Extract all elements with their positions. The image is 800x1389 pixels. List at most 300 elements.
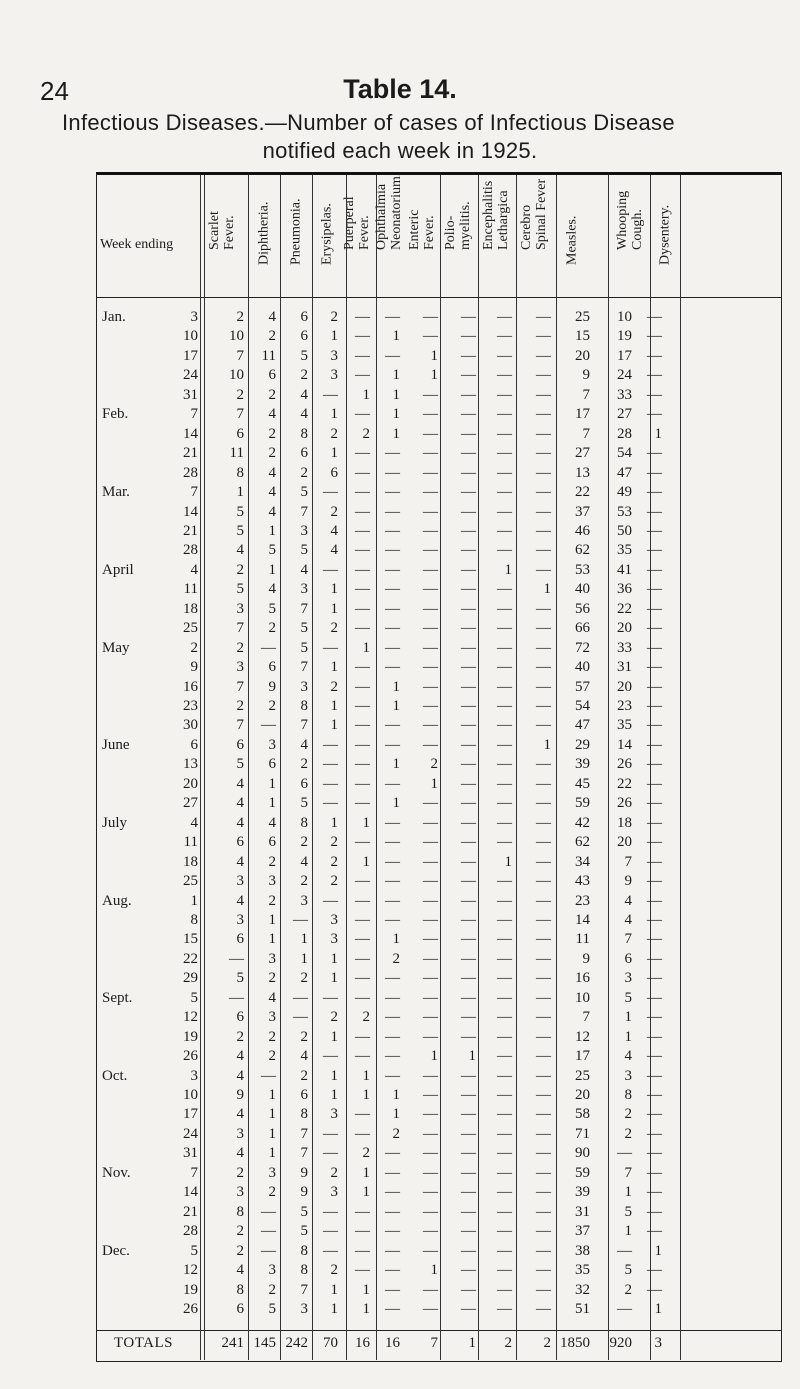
table-row xyxy=(96,542,782,562)
table-cell: 35 xyxy=(617,542,632,559)
week-month: June xyxy=(102,736,130,753)
table-cell: — xyxy=(647,309,662,325)
table-cell: 57 xyxy=(575,678,590,695)
table-cell: 22 xyxy=(575,484,590,501)
table-cell: — xyxy=(355,464,370,481)
table-cell: — xyxy=(385,989,400,1006)
table-cell: 9 xyxy=(268,678,276,695)
table-cell: 37 xyxy=(575,503,590,520)
table-cell: 1 xyxy=(624,1009,632,1026)
table-cell: 1 xyxy=(362,1164,370,1181)
week-day: 15 xyxy=(183,931,198,948)
table-cell: — xyxy=(355,931,370,948)
table-cell: — xyxy=(385,775,400,792)
table-cell: 1 xyxy=(504,561,512,578)
table-cell: 1 xyxy=(624,1028,632,1045)
table-cell: — xyxy=(423,970,438,987)
table-cell: 15 xyxy=(575,328,590,345)
table-cell: — xyxy=(355,989,370,1006)
table-cell: — xyxy=(497,834,512,851)
table-cell: 27 xyxy=(617,406,632,423)
table-cell: 2 xyxy=(624,1106,632,1123)
week-day: 10 xyxy=(183,328,198,345)
table-cell: 2 xyxy=(236,698,244,714)
table-cell: 3 xyxy=(236,911,244,928)
column-header xyxy=(206,180,238,280)
table-row xyxy=(96,1009,782,1029)
table-cell: — xyxy=(423,834,438,851)
table-cell: — xyxy=(536,367,551,384)
table-cell: 4 xyxy=(236,542,244,559)
table-cell: — xyxy=(536,659,551,676)
column-header-label: Erysipelas. xyxy=(319,203,335,265)
table-cell: 29 xyxy=(575,736,590,753)
table-cell: — xyxy=(385,542,400,559)
table-row xyxy=(96,1068,782,1088)
week-day: 28 xyxy=(183,542,198,559)
table-cell: 5 xyxy=(236,756,244,773)
table-cell: 20 xyxy=(617,678,632,695)
table-cell: — xyxy=(647,1048,662,1065)
table-cell: — xyxy=(385,814,400,831)
table-row xyxy=(96,1106,782,1126)
table-cell: 1 xyxy=(330,950,338,967)
table-cell: 4 xyxy=(236,1145,244,1162)
table-cell: — xyxy=(536,600,551,617)
table-cell: — xyxy=(536,1300,551,1317)
table-cell: 9 xyxy=(624,873,632,890)
table-cell: — xyxy=(461,756,476,773)
table-cell: 26 xyxy=(617,756,632,773)
week-day: 18 xyxy=(183,600,198,617)
table-cell: 2 xyxy=(268,892,276,909)
table-cell: 2 xyxy=(362,1145,370,1162)
table-cell: — xyxy=(461,581,476,598)
table-row xyxy=(96,367,782,387)
table-cell: 51 xyxy=(575,1300,590,1317)
table-cell: 3 xyxy=(268,950,276,967)
table-cell: 23 xyxy=(575,892,590,909)
table-cell: — xyxy=(355,736,370,753)
table-cell: 2 xyxy=(236,561,244,578)
table-cell: 2 xyxy=(268,445,276,462)
table-cell: 4 xyxy=(236,1048,244,1065)
table-cell: — xyxy=(497,892,512,909)
table-cell: 4 xyxy=(236,853,244,870)
table-cell: — xyxy=(423,522,438,539)
week-day: 1 xyxy=(190,892,198,909)
table-row xyxy=(96,659,782,679)
table-cell: — xyxy=(323,1048,338,1065)
table-cell: 1 xyxy=(504,853,512,870)
table-cell: 6 xyxy=(300,309,308,325)
table-cell: — xyxy=(355,795,370,812)
table-cell: 14 xyxy=(575,911,590,928)
table-cell: — xyxy=(293,989,308,1006)
table-cell: — xyxy=(461,367,476,384)
table-cell: — xyxy=(355,970,370,987)
table-cell: — xyxy=(497,814,512,831)
table-cell: 2 xyxy=(268,1028,276,1045)
table-cell: — xyxy=(461,1262,476,1279)
table-cell: 6 xyxy=(300,775,308,792)
table-cell: 1 xyxy=(392,425,400,442)
table-row xyxy=(96,426,782,446)
table-cell: — xyxy=(385,639,400,656)
table-cell: — xyxy=(461,620,476,637)
table-cell: — xyxy=(647,1262,662,1279)
table-cell: 1 xyxy=(330,600,338,617)
table-cell: — xyxy=(536,503,551,520)
table-cell: 1 xyxy=(268,1087,276,1103)
table-cell: — xyxy=(355,834,370,851)
table-cell: 1 xyxy=(268,775,276,792)
week-day: 11 xyxy=(183,834,198,851)
table-cell: 4 xyxy=(268,503,276,520)
table-cell: — xyxy=(423,678,438,695)
table-cell: 7 xyxy=(624,931,632,948)
table-cell: — xyxy=(647,834,662,851)
table-cell: 3 xyxy=(300,892,308,909)
table-cell: 53 xyxy=(617,503,632,520)
table-cell: — xyxy=(536,853,551,870)
table-cell: 7 xyxy=(300,717,308,734)
table-cell: — xyxy=(497,1087,512,1103)
table-row xyxy=(96,756,782,776)
table-cell: 4 xyxy=(300,561,308,578)
table-cell: 1 xyxy=(330,1067,338,1084)
table-cell: — xyxy=(536,1028,551,1045)
table-cell: 3 xyxy=(300,678,308,695)
table-cell: 22 xyxy=(617,600,632,617)
table-cell: — xyxy=(423,659,438,676)
table-row xyxy=(96,387,782,407)
table-cell: 5 xyxy=(300,620,308,637)
table-row xyxy=(96,406,782,426)
totals-cell: 3 xyxy=(654,1335,662,1351)
table-cell: 2 xyxy=(268,698,276,714)
table-cell: — xyxy=(536,1164,551,1181)
table-row xyxy=(96,893,782,913)
table-cell: — xyxy=(536,620,551,637)
table-cell: 1 xyxy=(268,931,276,948)
table-cell: — xyxy=(647,678,662,695)
table-cell: 3 xyxy=(300,581,308,598)
table-cell: 20 xyxy=(575,1087,590,1103)
table-cell: — xyxy=(355,698,370,714)
table-cell: 3 xyxy=(300,522,308,539)
table-cell: — xyxy=(461,1106,476,1123)
week-day: 5 xyxy=(190,1242,198,1259)
table-cell: — xyxy=(497,600,512,617)
table-cell: 2 xyxy=(330,1164,338,1181)
table-cell: — xyxy=(385,347,400,364)
table-row xyxy=(96,1048,782,1068)
table-cell: 26 xyxy=(617,795,632,812)
table-cell: — xyxy=(497,328,512,345)
table-cell: 1 xyxy=(362,1184,370,1201)
table-row xyxy=(96,601,782,621)
table-cell: — xyxy=(497,775,512,792)
table-cell: 2 xyxy=(268,1048,276,1065)
table-cell: 6 xyxy=(330,464,338,481)
week-day: 31 xyxy=(183,1145,198,1162)
table-cell: — xyxy=(385,1300,400,1317)
table-cell: 4 xyxy=(236,775,244,792)
table-cell: — xyxy=(497,659,512,676)
table-row xyxy=(96,970,782,990)
table-cell: 22 xyxy=(617,775,632,792)
table-cell: 35 xyxy=(575,1262,590,1279)
table-row xyxy=(96,1301,782,1321)
table-cell: 34 xyxy=(575,853,590,870)
table-cell: 1 xyxy=(543,581,551,598)
table-cell: 46 xyxy=(575,522,590,539)
table-cell: 31 xyxy=(617,659,632,676)
table-cell: — xyxy=(355,484,370,501)
table-cell: 1 xyxy=(430,775,438,792)
week-day: 11 xyxy=(183,581,198,598)
week-day: 17 xyxy=(183,347,198,364)
week-day: 29 xyxy=(183,970,198,987)
table-cell: 23 xyxy=(617,698,632,714)
table-cell: — xyxy=(497,503,512,520)
table-cell: 17 xyxy=(575,1048,590,1065)
week-month: Oct. xyxy=(102,1067,128,1084)
table-cell: 3 xyxy=(330,911,338,928)
table-cell: 2 xyxy=(330,425,338,442)
table-cell: 1 xyxy=(362,1281,370,1298)
table-cell: — xyxy=(497,367,512,384)
table-cell: — xyxy=(355,328,370,345)
table-cell: 7 xyxy=(582,425,590,442)
table-cell: 3 xyxy=(268,736,276,753)
column-header xyxy=(480,180,512,280)
table-row xyxy=(96,1126,782,1146)
table-cell: 2 xyxy=(300,970,308,987)
table-cell: — xyxy=(261,1242,276,1259)
table-cell: — xyxy=(647,1087,662,1103)
table-row xyxy=(96,834,782,854)
table-cell: 2 xyxy=(330,873,338,890)
table-cell: 2 xyxy=(330,503,338,520)
table-cell: 47 xyxy=(617,464,632,481)
table-cell: — xyxy=(385,1145,400,1162)
table-cell: 2 xyxy=(330,1009,338,1026)
table-cell: — xyxy=(461,717,476,734)
table-cell: — xyxy=(497,989,512,1006)
table-cell: — xyxy=(497,1281,512,1298)
week-day: 17 xyxy=(183,1106,198,1123)
table-cell: 5 xyxy=(300,795,308,812)
table-row xyxy=(96,523,782,543)
table-cell: 28 xyxy=(617,425,632,442)
table-caption-line1: Infectious Diseases.—Number of cases of Infectious Disease xyxy=(62,110,675,135)
table-cell: — xyxy=(647,1281,662,1298)
table-caption-line2: notified each week in 1925. xyxy=(262,138,538,163)
table-cell: 8 xyxy=(300,425,308,442)
table-cell: 4 xyxy=(268,989,276,1006)
week-day: 16 xyxy=(183,678,198,695)
table-cell: — xyxy=(647,892,662,909)
table-cell: — xyxy=(385,659,400,676)
table-cell: — xyxy=(647,1028,662,1045)
table-cell: — xyxy=(423,1125,438,1142)
table-cell: — xyxy=(497,1164,512,1181)
table-cell: — xyxy=(423,873,438,890)
table-cell: — xyxy=(647,600,662,617)
table-cell: 1 xyxy=(268,1106,276,1123)
table-cell: — xyxy=(536,678,551,695)
table-cell: — xyxy=(461,1300,476,1317)
table-cell: — xyxy=(355,522,370,539)
table-row xyxy=(96,309,782,329)
table-cell: — xyxy=(536,1087,551,1103)
table-cell: — xyxy=(355,775,370,792)
table-cell: — xyxy=(461,639,476,656)
week-day: 30 xyxy=(183,717,198,734)
table-cell: 8 xyxy=(300,1262,308,1279)
table-cell: — xyxy=(355,445,370,462)
table-cell: — xyxy=(536,484,551,501)
totals-cell: 16 xyxy=(355,1335,370,1351)
week-day: 5 xyxy=(190,989,198,1006)
table-cell: 1 xyxy=(330,698,338,714)
table-cell: 17 xyxy=(575,406,590,423)
table-cell: 25 xyxy=(575,1067,590,1084)
table-row xyxy=(96,465,782,485)
table-cell: 3 xyxy=(236,1184,244,1201)
table-cell: 4 xyxy=(268,309,276,325)
table-cell: 4 xyxy=(236,1067,244,1084)
table-cell: — xyxy=(385,1067,400,1084)
table-cell: 33 xyxy=(617,639,632,656)
table-cell: 2 xyxy=(268,328,276,345)
table-cell: — xyxy=(355,1028,370,1045)
table-cell: — xyxy=(385,561,400,578)
table-cell: — xyxy=(617,1145,632,1162)
table-cell: 2 xyxy=(392,950,400,967)
table-cell: — xyxy=(385,1009,400,1026)
table-cell: 4 xyxy=(236,892,244,909)
table-cell: — xyxy=(617,1242,632,1259)
table-cell: — xyxy=(647,328,662,345)
table-cell: 7 xyxy=(582,386,590,403)
table-cell: — xyxy=(497,542,512,559)
table-cell: 56 xyxy=(575,600,590,617)
table-cell: — xyxy=(647,464,662,481)
table-cell: — xyxy=(385,1281,400,1298)
column-header-label: Measles. xyxy=(564,215,580,265)
table-cell: 7 xyxy=(236,620,244,637)
table-cell: — xyxy=(536,1125,551,1142)
table-cell: — xyxy=(461,542,476,559)
table-cell: — xyxy=(461,1184,476,1201)
table-cell: — xyxy=(385,581,400,598)
table-cell: 62 xyxy=(575,834,590,851)
week-day: 22 xyxy=(183,950,198,967)
table-row xyxy=(96,1087,782,1107)
table-cell: — xyxy=(423,406,438,423)
table-cell: 1 xyxy=(362,1087,370,1103)
week-day: 28 xyxy=(183,464,198,481)
table-row xyxy=(96,951,782,971)
table-cell: 5 xyxy=(624,1203,632,1220)
table-cell: — xyxy=(647,1106,662,1123)
table-cell: — xyxy=(385,309,400,325)
table-cell: 3 xyxy=(236,873,244,890)
table-cell: 4 xyxy=(268,406,276,423)
totals-cell: 145 xyxy=(253,1335,276,1351)
table-cell: 6 xyxy=(236,931,244,948)
table-cell: — xyxy=(423,639,438,656)
table-cell: 40 xyxy=(575,659,590,676)
table-cell: — xyxy=(536,1048,551,1065)
table-cell: 4 xyxy=(300,1048,308,1065)
table-cell: 4 xyxy=(300,736,308,753)
table-cell: — xyxy=(647,406,662,423)
table-cell: 2 xyxy=(624,1281,632,1298)
table-cell: — xyxy=(497,717,512,734)
table-cell: 2 xyxy=(330,853,338,870)
table-cell: 2 xyxy=(268,1184,276,1201)
table-cell: 8 xyxy=(236,1203,244,1220)
table-cell: — xyxy=(536,911,551,928)
table-row xyxy=(96,795,782,815)
table-cell: — xyxy=(461,386,476,403)
table-cell: 6 xyxy=(300,445,308,462)
table-cell: 5 xyxy=(300,1203,308,1220)
totals-cell: 1850 xyxy=(560,1335,590,1351)
table-cell: 1 xyxy=(468,1048,476,1065)
table-cell: 1 xyxy=(362,814,370,831)
table-cell: — xyxy=(497,1242,512,1259)
table-cell: 50 xyxy=(617,522,632,539)
week-month: May xyxy=(102,639,130,656)
table-cell: — xyxy=(385,892,400,909)
table-row xyxy=(96,737,782,757)
week-day: 12 xyxy=(183,1262,198,1279)
table-cell: 12 xyxy=(575,1028,590,1045)
table-cell: 3 xyxy=(330,931,338,948)
table-cell: — xyxy=(536,931,551,948)
table-cell: 40 xyxy=(575,581,590,598)
table-cell: — xyxy=(647,367,662,384)
table-cell: — xyxy=(536,1203,551,1220)
table-cell: — xyxy=(536,1067,551,1084)
table-cell: — xyxy=(461,600,476,617)
table-cell: — xyxy=(497,581,512,598)
table-row xyxy=(96,328,782,348)
table-cell: 2 xyxy=(430,756,438,773)
table-cell: — xyxy=(536,406,551,423)
table-cell: — xyxy=(497,484,512,501)
table-cell: — xyxy=(323,1145,338,1162)
column-header-label: Pneumonia. xyxy=(288,198,304,265)
table-cell: — xyxy=(423,717,438,734)
table-cell: — xyxy=(461,425,476,442)
table-cell: — xyxy=(461,659,476,676)
table-cell: — xyxy=(497,522,512,539)
table-cell: — xyxy=(355,600,370,617)
table-cell: 1 xyxy=(330,717,338,734)
table-cell: — xyxy=(461,892,476,909)
table-cell: — xyxy=(461,950,476,967)
table-cell: 36 xyxy=(617,581,632,598)
table-cell: — xyxy=(536,698,551,714)
table-cell: 6 xyxy=(236,1300,244,1317)
table-cell: — xyxy=(497,1009,512,1026)
